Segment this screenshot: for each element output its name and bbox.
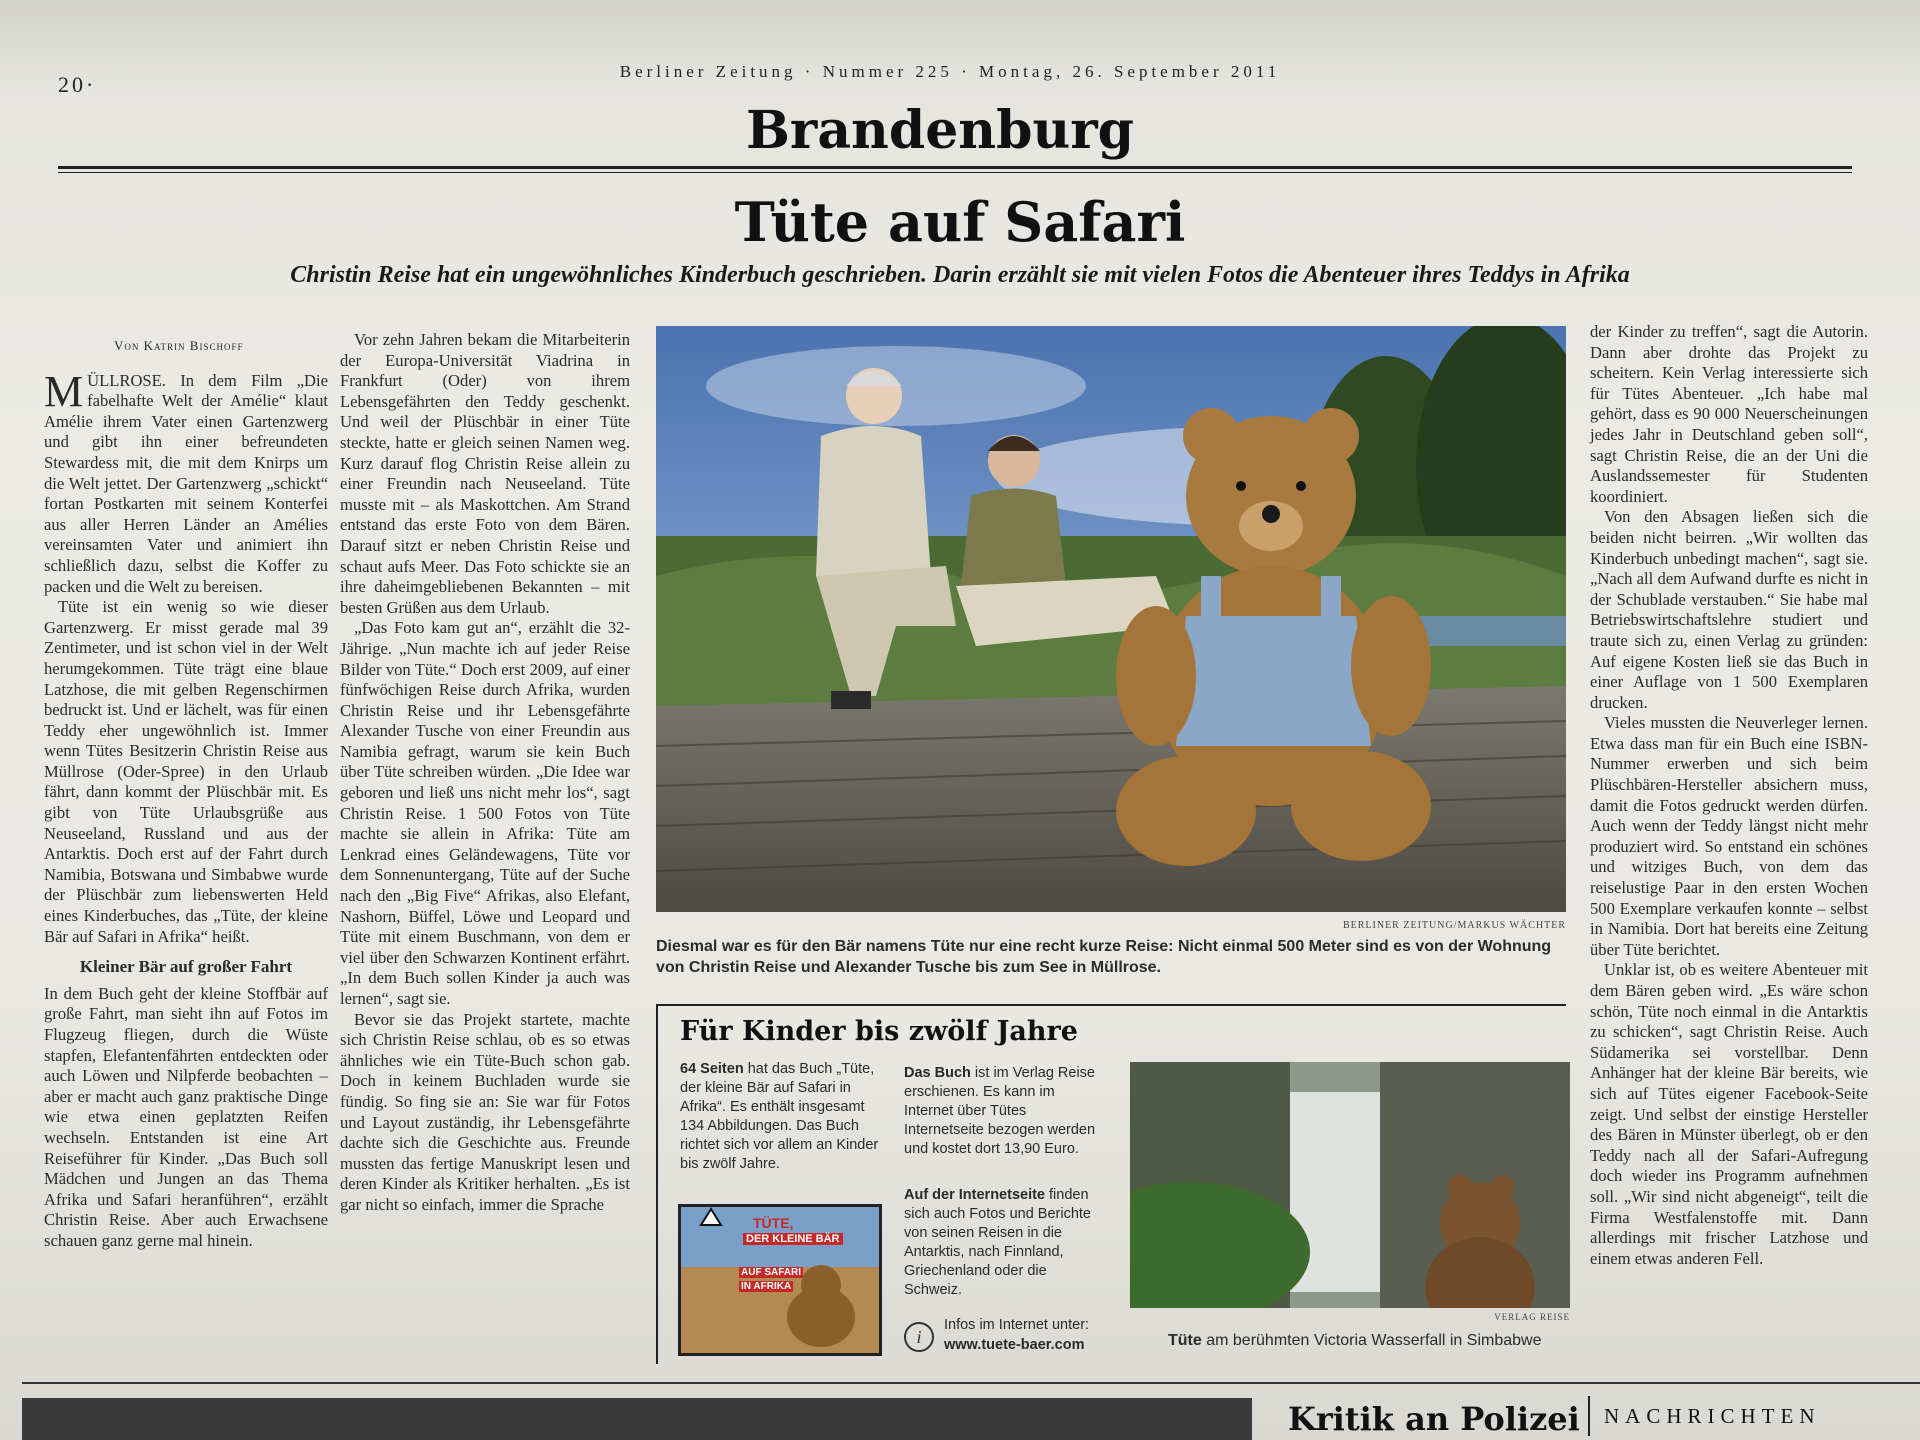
footer-section-label: NACHRICHTEN xyxy=(1604,1404,1821,1428)
footer-separator xyxy=(1588,1396,1590,1436)
article-headline: Tüte auf Safari xyxy=(734,190,1186,254)
photo-credit: BERLINER ZEITUNG/MARKUS WÄCHTER xyxy=(1342,920,1566,931)
cover-title-2: DER KLEINE BÄR xyxy=(743,1233,843,1245)
article-column-1 xyxy=(44,336,328,1252)
photo-caption: Diesmal war es für den Bär namens Tüte nur eine recht kurze Reise: Nicht einmal 500 Meter sind es von der Wohnung von Christin Reise und Alexander Tusche bis zum See in Müllrose. xyxy=(656,938,1552,976)
section-title: Brandenburg xyxy=(745,100,1135,161)
info-icon: i xyxy=(904,1322,934,1352)
section-rule xyxy=(58,166,1852,169)
victoria-falls-photo xyxy=(1130,1062,1570,1308)
article-column-4 xyxy=(1590,322,1868,1269)
main-photo xyxy=(656,326,1566,912)
paragraph: Von den Absagen ließen sich die beiden nicht beirren. „Wir wollten das Kinderbuch unbedingt machen“, sagt sie. „Nach all dem Aufwand durfte es nicht in der Schublade verstauben.“ Sie habe mal Betriebswirtschaftslehre studiert und traute sich zu, einen Verlag zu gründen: Auf eigene Kosten ließ sie das Buch in einer Auflage von 1 500 Exemplaren drucken. xyxy=(1590,507,1868,712)
photo-teddy-victoria-falls xyxy=(1130,1062,1570,1308)
info-label: Infos im Internet unter: xyxy=(944,1317,1090,1333)
photo-teddy-on-jetty xyxy=(656,326,1566,912)
infobox-border xyxy=(656,1004,658,1364)
article-subheadline: Christin Reise hat ein ungewöhnliches Kinderbuch geschrieben. Darin erzählt sie mit vielen Fotos die Abenteuer ihres Teddys in Afrika xyxy=(290,262,1630,288)
photo2-credit: VERLAG REISE xyxy=(1494,1312,1570,1322)
page-number: 20· xyxy=(58,72,97,97)
infobox-text-2: Das Buch ist im Verlag Reise erschienen. Es kann im Internet über Tütes Internetseite bezogen werden und kostet dort 13,90 Euro. xyxy=(904,1065,1096,1157)
masthead-info: Berliner Zeitung · Nummer 225 · Montag, 26. September 2011 xyxy=(619,62,1281,81)
infobox-text-1: 64 Seiten hat das Buch „Tüte, der kleine Bär auf Safari in Afrika“. Es enthält insgesamt 134 Abbildungen. Das Buch richtet sich vor allem an Kinder bis zwölf Jahre. xyxy=(680,1061,879,1172)
section-rule-thin xyxy=(58,172,1852,173)
bottom-rule xyxy=(22,1382,1920,1384)
article-subhead: Kleiner Bär auf großer Fahrt xyxy=(79,957,293,977)
cover-title-1: TÜTE, xyxy=(753,1215,794,1231)
info-url-link[interactable]: www.tuete-baer.com xyxy=(944,1337,1085,1353)
book-cover xyxy=(678,1204,882,1356)
footer-dark-strip xyxy=(22,1398,1252,1440)
infobox-text-3: Auf der Internetseite finden sich auch Fotos und Berichte von seinen Reisen in die Antarktis, nach Finnland, Griechenland oder die Schweiz. xyxy=(904,1187,1091,1298)
footer-headline: Kritik an Polizei xyxy=(1288,1400,1580,1438)
article-column-2 xyxy=(340,330,630,1216)
paragraph: „Das Foto kam gut an“, erzählt die 32-Jährige. „Nun machte ich auf jeder Reise Bilder von Tüte.“ Doch erst 2009, auf einer fünfwöchigen Reise durch Afrika, wurden Christin Reise und ihr Lebensgefährte Alexander Tusche von einer Freundin aus Namibia gefragt, warum sie kein Buch über Tüte schreiben würden. „Die Idee war geboren und ließ uns nicht mehr los“, sagt Christin Reise. 1 500 Fotos von Tüte machte sie allein in Afrika: Tüte am Lenkrad eines Geländewagens, Tüte vor dem Sonnenuntergang, Tüte auf der Suche nach den „Big Five“ Afrikas, also Elefant, Nashorn, Büffel, Löwe und Leopard und Tüte mit einem Buschmann, von dem er viel über den Schwarzen Kontinent erfährt. „In dem Buch sollen Kinder ja auch was lernen“, sagt sie. xyxy=(340,618,630,1008)
dropcap: M xyxy=(44,366,84,416)
paragraph: Tüte ist ein wenig so wie dieser Gartenzwerg. Er misst gerade mal 39 Zentimeter, und ist schon viel in der Welt herumgekommen. Tüte trägt eine blaue Latzhose, die mit gelben Regenschirmen bedruckt ist. Und er lächelt, was für einen Teddy eher ungewöhnlich ist. Immer wenn Tütes Besitzerin Christin Reise aus Müllrose (Oder-Spree) in den Urlaub fährt, dann kommt der Plüschbär mit. Es gibt von Tüte Urlaubsgrüße aus Neuseeland, Russland und aus der Antarktis. Doch erst auf der Fahrt durch Namibia, Botswana und Simbabwe wurde der Plüschbär zum liebenswerten Held eines Kinderbuches, das „Tüte, der kleine Bär auf Safari in Afrika“ heißt. xyxy=(44,597,328,946)
cover-title-4: IN AFRIKA xyxy=(741,1281,792,1292)
byline: Von Katrin Bischoff xyxy=(114,338,244,353)
paragraph: Bevor sie das Projekt startete, machte sich Christin Reise schlau, ob es so etwas ähnliches wie ein Tüte-Buch schon gab. Doch in keinem Buchladen wurde sie fündig. So fing sie an: Sie war für Fotos und Layout zuständig, ihr Lebensgefährte dachte sich die Geschichte aus. Freunde mussten das fertige Manuskript lesen und deren Kinder als Kritiker herhalten. „Es ist gar nicht so einfach, immer die Sprache xyxy=(340,1009,630,1214)
paragraph: MÜLLROSE. In dem Film „Die fabelhafte Welt der Amélie“ klaut Amélie ihrem Vater einen Gartenzwerg und gibt ihn einer befreundeten Stewardess mit, die mit dem Knirps um die Welt jettet. Der Gartenzwerg „schickt“ fortan Postkarten mit seinem Konterfei aus aller Herren Länder an Amélies vereinsamten Vater und animiert ihn schließlich dazu, selbst die Koffer zu packen und die Welt zu bereisen. xyxy=(44,366,328,596)
paragraph: Vieles mussten die Neuverleger lernen. Etwa dass man für ein Buch eine ISBN-Nummer erwerben und sich beim Plüschbären-Hersteller absichern muss, damit die Fotos gedruckt werden dürfen. Auch wenn der Teddy längst nicht mehr produziert wird. So entstand ein schönes und witziges Buch, von dem das reiselustige Paar in den ersten Wochen 500 Exemplare verkaufen konnte – selbst in Namibia. Dort hat bereits eine Zeitung über Tüte berichtet. xyxy=(1590,713,1868,959)
photo2-caption: Tüte am berühmten Victoria Wasserfall in Simbabwe xyxy=(1168,1332,1542,1349)
paragraph: Vor zehn Jahren bekam die Mitarbeiterin der Europa-Universität Viadrina in Frankfurt (Oder) von ihrem Lebensgefährten den Teddy geschenkt. Und weil der Plüschbär in einer Tüte steckte, hatte er gleich seinen Namen weg. Kurz darauf flog Christin Reise allein zu einer Freundin nach Neuseeland. Tüte musste mit – als Maskottchen. Am Strand entstand das erste Foto von dem Bären. Darauf sitzt er neben Christin Reise und schaut aufs Meer. Das Foto schickte sie an ihre daheimgebliebenen Bekannten – mit besten Grüßen aus dem Urlaub. xyxy=(340,330,630,617)
paragraph: der Kinder zu treffen“, sagt die Autorin. Dann aber drohte das Projekt zu scheitern. Kein Verlag interessierte sich für Tütes Abenteuer. „Ich habe mal gehört, dass es 90 000 Neuerscheinungen jedes Jahr in Deutschland geben soll“, sagt Christin Reise, die an der Uni die Auslandssemester für Studenten koordiniert. xyxy=(1590,322,1868,506)
paragraph: Unklar ist, ob es weitere Abenteuer mit dem Bären geben wird. „Es wäre schon schön, Tüte noch einmal in die Antarktis zu schicken“, sagt Christin Reise. Auch Südamerika sei vorstellbar. Denn Anhänger hat der kleine Bär bereits, wie sich auf Tütes eigener Facebook-Seite zeigt. Und selbst der einstige Hersteller des Bären in Münster überlegt, ob er den Teddy nach all der Safari-Aufregung doch wieder ins Programm aufnehmen soll. „Wir sind nicht abgeneigt“, teilt die Firma Westfalenstoffe mit. Dann allerdings mit frischer Latzhose und einem etwas anderen Fell. xyxy=(1590,960,1868,1268)
paragraph: In dem Buch geht der kleine Stoffbär auf große Fahrt, man sieht ihn auf Fotos im Flugzeug fliegen, durch die Wüste stapfen, Elefantenfährten entdeckten oder auch Löwen und Nilpferde beobachten – aber er macht auch ganz praktische Dinge wie etwa einen geplatzten Reifen wechseln. Entstanden ist eine Art Reiseführer für Kinder. „Das Buch soll Mädchen und Jungen an das Thema Afrika und Safari heranführen“, erzählt Christin Reise. Aber auch Erwachsene schauen ganz gerne mal hinein. xyxy=(44,983,328,1250)
cover-title-3: AUF SAFARI xyxy=(741,1267,801,1278)
infobox-title: Für Kinder bis zwölf Jahre xyxy=(680,1016,1078,1047)
infobox-rule xyxy=(656,1004,1566,1006)
